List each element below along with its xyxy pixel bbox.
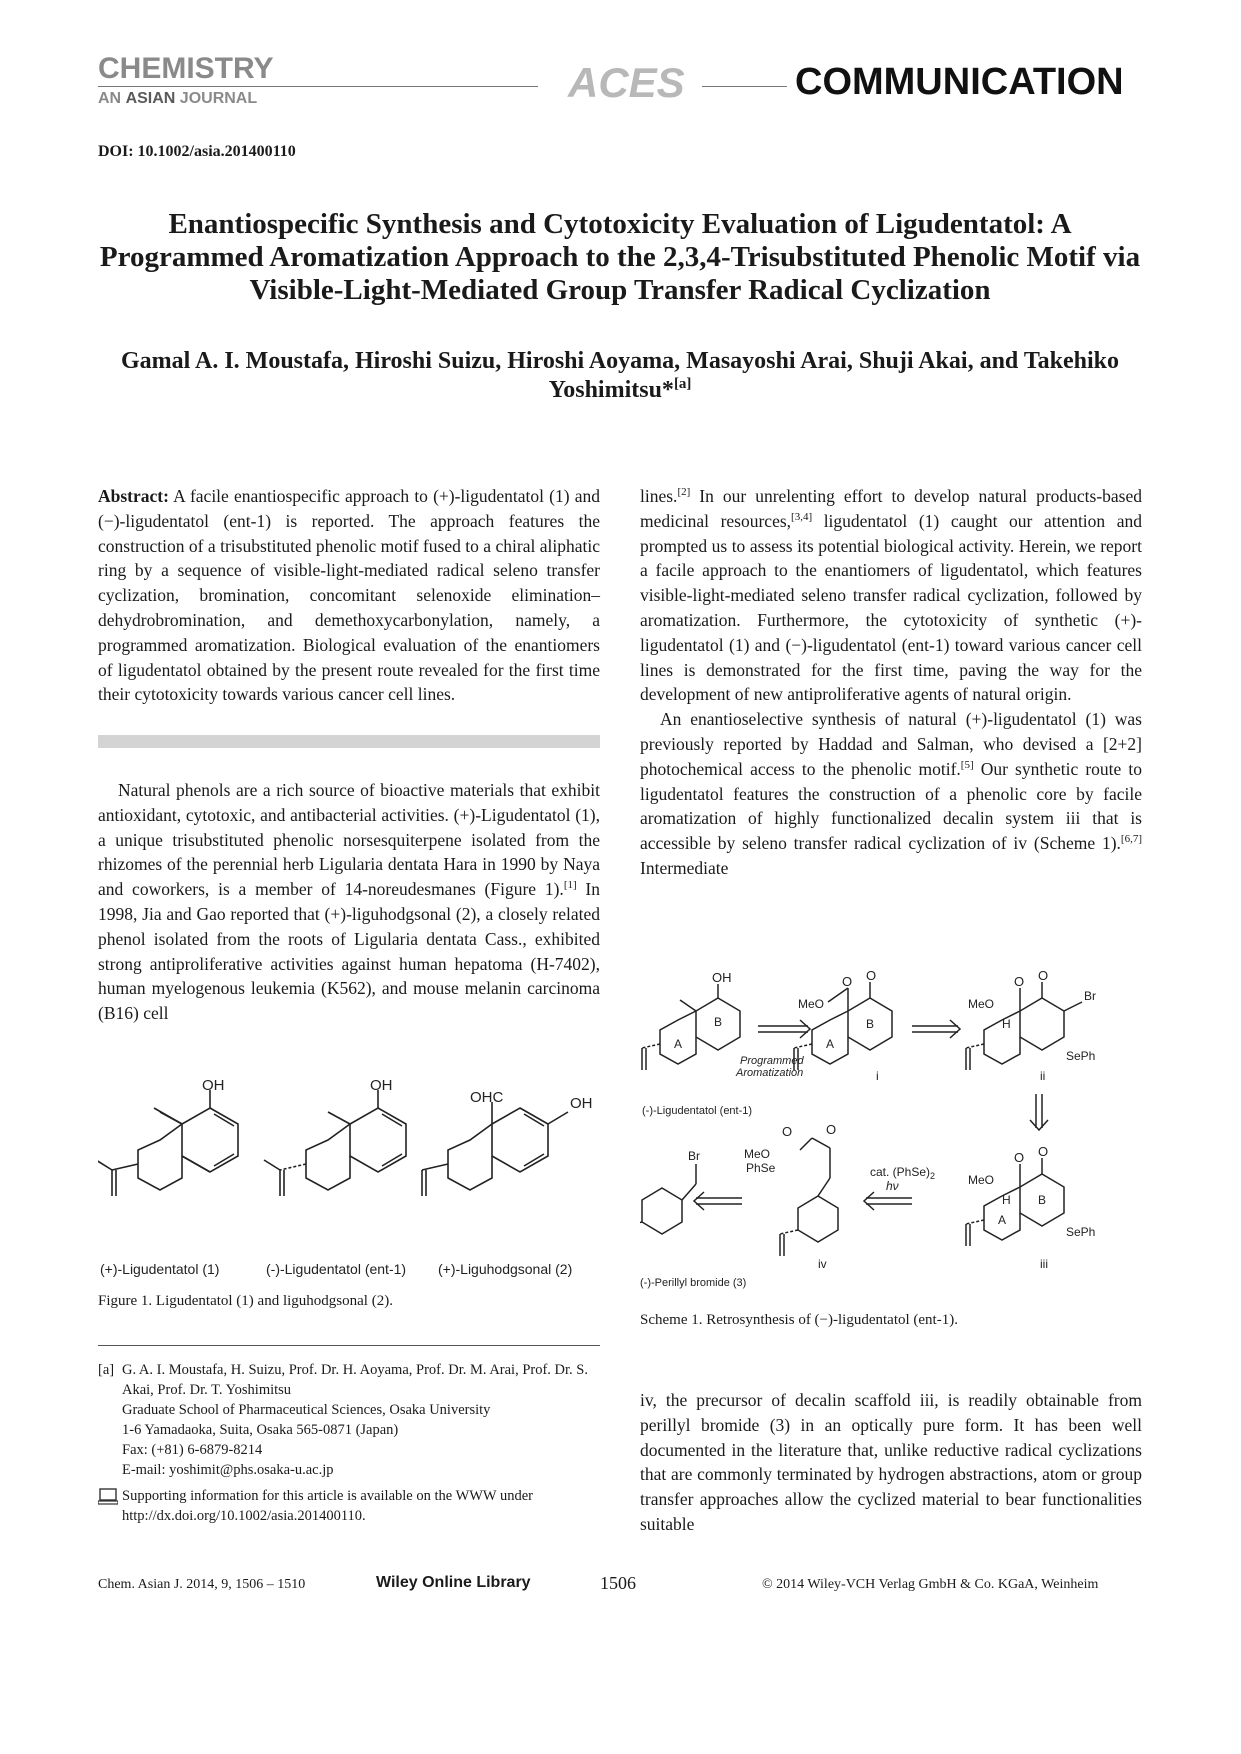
aces-logo: ACES xyxy=(568,59,685,106)
footer-citation: Chem. Asian J. 2014, 9, 1506 – 1510 xyxy=(98,1577,306,1592)
scheme-1 xyxy=(640,968,1150,1298)
abstract-text: A facile enantiospecific approach to (+)-ligudentatol (1) and (−)-ligudentatol (ent-1) is reported. The approach features the construction of a trisubstituted phenolic motif fused to a chiral aliphatic ring by a sequence of visible-light-mediated radical seleno transfer cyclization, bromination, concomitant selenoxide elimination–dehydrobromination, and demethoxycarbonylation, namely, a programmed aromatization. Biological evaluation of the enantiomers of ligudentatol obtained by the present route revealed for the first time their cytotoxicity towards various cancer cell lines. xyxy=(98,486,600,705)
scheme-ii-label: ii xyxy=(1040,1069,1046,1083)
footnote-line-authors: G. A. I. Moustafa, H. Suizu, Prof. Dr. H. Aoyama, Prof. Dr. M. Arai, Prof. Dr. S. Akai, Prof. Dr. T. Yoshimitsu xyxy=(122,1362,588,1398)
scheme-ii-meo: MeO xyxy=(968,997,995,1011)
fig1-label-2: (-)-Ligudentatol (ent-1) xyxy=(266,1261,407,1277)
scheme-oh: OH xyxy=(712,970,732,985)
rc-p1-start: lines. xyxy=(640,486,678,506)
scheme-programmed: Programmed xyxy=(740,1055,804,1067)
fig1-oh-3: OH xyxy=(570,1095,593,1112)
scheme-iv-label: iv xyxy=(818,1257,827,1271)
author-list: Gamal A. I. Moustafa, Hiroshi Suizu, Hiroshi Aoyama, Masayoshi Arai, Shuji Akai, and Takehiko Yoshimitsu* xyxy=(120,348,1119,403)
journal-sub-prefix: AN xyxy=(98,90,122,107)
footer-library: Wiley Online Library xyxy=(376,1574,531,1591)
affiliation-footnote xyxy=(98,1360,600,1480)
right-column-continued: iv, the precursor of decalin scaffold iii, is readily obtainable from perillyl bromide (3) in an optically pure form. It has been well documented in the literature that, unlike reductive radical cyclizations that are commonly terminated by hydrogen abstractions, atom or group transfer approaches allow the cyclized material to bear functionalities suitable xyxy=(640,1390,1142,1534)
scheme-ring-a-1: A xyxy=(674,1037,683,1051)
rc-p1-a: In our unrelenting effort to develop natural products-based medicinal resources, xyxy=(640,486,1143,531)
scheme-iii-meo: MeO xyxy=(968,1173,995,1187)
fig1-label-1: (+)-Ligudentatol (1) xyxy=(100,1261,220,1277)
right-column-text xyxy=(640,484,1142,881)
scheme-i-label: i xyxy=(876,1069,879,1083)
doi: DOI: 10.1002/asia.201400110 xyxy=(98,143,296,160)
scheme-ii-seph: SePh xyxy=(1066,1049,1096,1063)
rc-p2-a: An enantioselective synthesis of natural (+)-ligudentatol (1) was previously reported by Haddad and Salman, who devised a [2+2] photochemical access to the phenolic motif. xyxy=(640,709,1142,779)
abstract-label: Abstract: xyxy=(98,486,169,506)
scheme-iv-o: O xyxy=(826,1122,837,1137)
scheme-iv-meo: MeO xyxy=(744,1147,771,1161)
supporting-info-text: Supporting information for this article is available on the WWW under http://dx.doi.org/10.1002/asia.201400110. xyxy=(122,1488,533,1524)
scheme-ring-a-2: A xyxy=(826,1037,835,1051)
section-label: COMMUNICATION xyxy=(795,61,1124,103)
footnote-line-address: 1-6 Yamadaoka, Suita, Osaka 565-0871 (Japan) xyxy=(122,1422,399,1438)
scheme-iii-label: iii xyxy=(1040,1257,1048,1271)
ref-5: [5] xyxy=(960,758,974,771)
scheme-iii-seph: SePh xyxy=(1066,1225,1096,1239)
scheme-1-caption: Scheme 1. Retrosynthesis of (−)-ligudentatol (ent-1). xyxy=(640,1312,958,1328)
footnote-line-school: Graduate School of Pharmaceutical Sciences, Osaka University xyxy=(122,1402,491,1418)
ref-1: [1] xyxy=(563,879,577,892)
journal-sub-bold: ASIAN xyxy=(125,90,176,107)
footnote-line-email: E-mail: yoshimit@phs.osaka-u.ac.jp xyxy=(122,1462,334,1478)
structure-ent-ligudentatol xyxy=(264,1090,406,1196)
structure-ligudentatol xyxy=(98,1090,238,1196)
scheme-hv: hν xyxy=(886,1179,899,1193)
footer-copyright: © 2014 Wiley-VCH Verlag GmbH & Co. KGaA, Weinheim xyxy=(762,1577,1099,1592)
article-title: Enantiospecific Synthesis and Cytotoxicity Evaluation of Ligudentatol: A Programmed Aromatization Approach to the 2,3,4-Trisubstituted Phenolic Motif via Visible-Light-Mediated Group Transfer Radical Cyclization xyxy=(99,208,1141,306)
scheme-ent1-label: (-)-Ligudentatol (ent-1) xyxy=(642,1105,753,1117)
scheme-ring-b-2: B xyxy=(866,1017,875,1031)
page-number: 1506 xyxy=(600,1573,636,1593)
journal-sub-suffix: JOURNAL xyxy=(179,90,258,107)
scheme-iii-o2: O xyxy=(1014,1150,1025,1165)
journal-subtitle xyxy=(98,90,257,108)
header-rule-right xyxy=(702,86,787,87)
intro-text-2: In 1998, Jia and Gao reported that (+)-liguhodgsonal (2), a closely related phenol isolated from the roots of Ligularia dentata Cass., exhibited strong antiproliferative activities against human hepatoma (H-7402), human myelogenous leukemia (K562), and mouse melanin carcinoma (B16) cell xyxy=(98,879,600,1024)
header-rule-left xyxy=(98,86,538,87)
intro-text-1: Natural phenols are a rich source of bioactive materials that exhibit antioxidant, cytotoxic, and antibacterial activities. (+)-Ligudentatol (1), a unique trisubstituted phenolic norsesquiterpene isolated from the rhizomes of the perennial herb Ligularia dentata Hara in 1990 by Naya and coworkers, is a member of 14-noreudesmanes (Figure 1). xyxy=(98,780,600,900)
scheme-iv-phse: PhSe xyxy=(746,1161,776,1175)
rc-p2-b: Our synthetic route to ligudentatol features the construction of a phenolic core by facile aromatization of highly functionalized decalin system iii that is accessible by seleno transfer radical cyclization of iv (Scheme 1). xyxy=(640,758,1143,854)
scheme-iv-o2: O xyxy=(782,1124,793,1139)
scheme-ii-h: H xyxy=(1002,1017,1011,1031)
computer-icon xyxy=(98,1488,118,1506)
figure-1-caption: Figure 1. Ligudentatol (1) and liguhodgsonal (2). xyxy=(98,1293,393,1309)
abstract xyxy=(98,484,600,707)
scheme-ring-a-3: A xyxy=(998,1213,1007,1227)
fig1-ohc: OHC xyxy=(470,1089,504,1106)
footnote-tag: [a] xyxy=(98,1362,115,1378)
scheme-i-meo: MeO xyxy=(798,997,825,1011)
journal-logo: CHEMISTRY xyxy=(98,52,274,85)
rc-p2-c: Intermediate xyxy=(640,857,729,878)
supporting-info xyxy=(98,1486,600,1526)
abstract-divider xyxy=(98,735,600,748)
affiliation-mark: [a] xyxy=(673,376,692,392)
scheme-iii-o: O xyxy=(1038,1144,1049,1159)
footnote-rule xyxy=(98,1345,600,1346)
scheme-reagent-text: cat. (PhSe) xyxy=(870,1165,931,1179)
scheme-aromatization: Aromatization xyxy=(736,1067,804,1079)
footnote-line-fax: Fax: (+81) 6-6879-8214 xyxy=(122,1442,263,1458)
scheme-ii-o: O xyxy=(1038,968,1049,983)
scheme-perillyl-label: (-)-Perillyl bromide (3) xyxy=(640,1277,747,1289)
scheme-reagent xyxy=(870,1165,935,1181)
rc-p1-b: ligudentatol (1) caught our attention and prompted us to assess its potential biological activity. Herein, we report a facile approach to the enantiomers of ligudentatol, which features visible-light-mediated seleno transfer radical cyclization, followed by aromatization. Furthermore, the cytotoxicity of synthetic (+)-ligudentatol (1) and (−)-ligudentatol (ent-1) toward various cancer cell lines is demonstrated for the first time, paving the way for the development of new antiproliferative agents of natural origin. xyxy=(640,510,1143,705)
scheme-ii-o2: O xyxy=(1014,974,1025,989)
scheme-ring-b-1: B xyxy=(714,1015,723,1029)
scheme-perillyl-br: Br xyxy=(688,1149,700,1163)
figure-1 xyxy=(98,1078,600,1288)
scheme-i-o2: O xyxy=(842,974,853,989)
scheme-ring-b-3: B xyxy=(1038,1193,1047,1207)
fig1-oh-2: OH xyxy=(370,1078,393,1094)
scheme-reagent-sub: 2 xyxy=(930,1171,936,1181)
structure-liguhodgsonal xyxy=(422,1102,568,1196)
ref-2: [2] xyxy=(677,486,691,499)
fig1-label-3: (+)-Liguhodgsonal (2) xyxy=(438,1261,573,1277)
intro-paragraph xyxy=(98,778,600,1026)
ref-3-4: [3,4] xyxy=(791,510,813,523)
scheme-iii-h: H xyxy=(1002,1193,1011,1207)
ref-6-7: [6,7] xyxy=(1120,833,1142,846)
authors xyxy=(90,347,1150,405)
fig1-oh-1: OH xyxy=(202,1078,225,1094)
scheme-ii-br: Br xyxy=(1084,989,1096,1003)
scheme-i-o: O xyxy=(866,968,877,983)
